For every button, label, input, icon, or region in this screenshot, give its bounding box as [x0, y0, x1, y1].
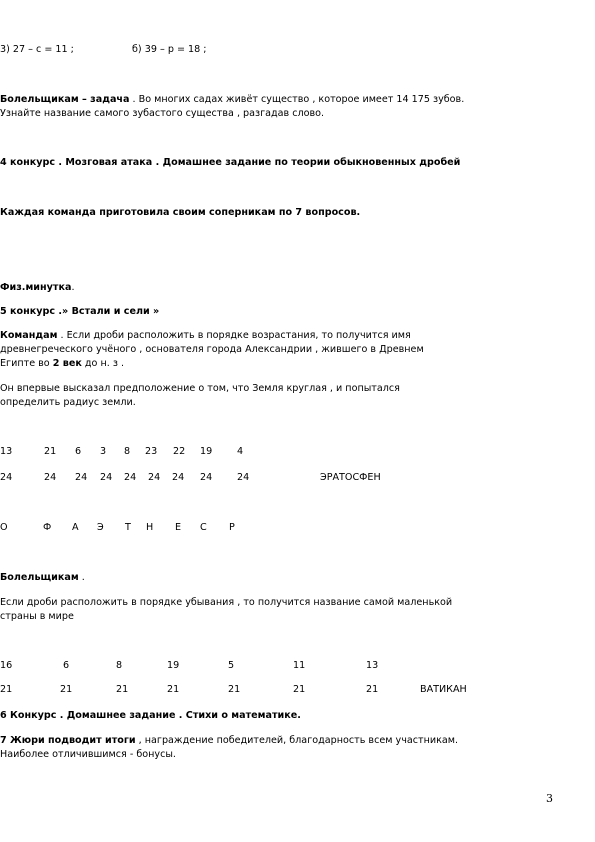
teams-task-text-3: [0, 358, 124, 370]
task-a: 3) 27 – с = 11 ;: [0, 44, 74, 55]
denominator: 21: [366, 684, 379, 695]
eratosthenes-fact: Он впервые высказал предположение о том, что Земля круглая , и попытался: [0, 383, 400, 394]
numerator: 8: [116, 660, 123, 671]
fans-task-line: [0, 94, 464, 106]
fans-heading: Болельщикам: [0, 572, 79, 583]
denominator: 24: [200, 472, 213, 483]
numerator: 19: [167, 660, 180, 671]
teams-task-line: [0, 330, 411, 342]
task-b: б) 39 – р = 18 ;: [132, 44, 207, 55]
numerator: 19: [200, 446, 213, 457]
letter: Ф: [43, 522, 52, 533]
contest-7-line: [0, 735, 458, 747]
denominator: 21: [116, 684, 129, 695]
contest-6-heading: 6 Конкурс . Домашнее задание . Стихи о математике.: [0, 710, 301, 721]
numerator: 13: [366, 660, 379, 671]
teams-task-century: 2 век: [52, 358, 82, 369]
fans-task-question: Узнайте название самого зубастого существа , разгадав слово.: [0, 108, 325, 119]
letter: Р: [229, 522, 235, 533]
teams-questions-text: Каждая команда приготовила своим соперникам по 7 вопросов.: [0, 207, 361, 218]
denominator: 24: [75, 472, 88, 483]
fans-task-2-text-2: страны в мире: [0, 611, 74, 622]
phys-minute-label: Физ.минутка: [0, 282, 72, 293]
answer-eratosthenes: ЭРАТОСФЕН: [320, 472, 381, 483]
teams-task-text: . Если дроби расположить в порядке возрастания, то получится имя: [57, 330, 411, 341]
denominator: 24: [44, 472, 57, 483]
denominator: 21: [60, 684, 73, 695]
numerator: 6: [75, 446, 82, 457]
numerator: 8: [124, 446, 131, 457]
fans-task-heading: Болельщикам – задача: [0, 94, 130, 105]
bonuses-text: Наиболее отличившимся - бонусы.: [0, 749, 176, 760]
numerator: 22: [173, 446, 186, 457]
teams-task-text-3a: Египте во: [0, 358, 53, 369]
denominator: 24: [124, 472, 137, 483]
teams-task-heading: Командам: [0, 330, 58, 341]
denominator: 21: [293, 684, 306, 695]
denominator: 21: [0, 684, 13, 695]
letter: Э: [97, 522, 104, 533]
teams-task-text-2: древнегреческого учёного , основателя города Александрии , жившего в Древнем: [0, 344, 424, 355]
fans-heading-dot: .: [78, 572, 85, 583]
fans-task-2-text: Если дроби расположить в порядке убывания , то получится название самой маленькой: [0, 597, 453, 608]
teams-task-text-3b: до н. з .: [81, 358, 125, 369]
letter: Н: [146, 522, 154, 533]
denominator: 24: [237, 472, 250, 483]
denominator: 24: [100, 472, 113, 483]
fractions-2-denominators: [0, 684, 595, 696]
page-number: 3: [546, 792, 553, 805]
fractions-2-numerators: [0, 660, 595, 672]
contest-5-heading: 5 конкурс .» Встали и сели »: [0, 306, 160, 317]
fans-heading-line: [0, 572, 85, 584]
letter: Т: [125, 522, 131, 533]
fractions-1-denominators: [0, 472, 595, 484]
answer-vatican: ВАТИКАН: [420, 684, 467, 695]
denominator: 24: [148, 472, 161, 483]
denominator: 24: [0, 472, 13, 483]
phys-minute-dot: .: [71, 282, 75, 293]
numerator: 3: [100, 446, 107, 457]
numerator: 6: [63, 660, 70, 671]
numerator: 23: [145, 446, 158, 457]
phys-minute-line: [0, 282, 75, 294]
letter: О: [0, 522, 8, 533]
letter: А: [72, 522, 79, 533]
denominator: 24: [172, 472, 185, 483]
contest-7-heading: 7 Жюри подводит итоги: [0, 735, 136, 746]
fractions-1-numerators: [0, 446, 595, 458]
numerator: 16: [0, 660, 13, 671]
numerator: 5: [228, 660, 235, 671]
numerator: 21: [44, 446, 57, 457]
contest-7-text: , награждение победителей, благодарность всем участникам.: [135, 735, 459, 746]
numerator: 4: [237, 446, 244, 457]
eratosthenes-fact-2: определить радиус земли.: [0, 397, 136, 408]
numerator: 11: [293, 660, 306, 671]
fans-task-text: . Во многих садах живёт существо , которое имеет 14 175 зубов.: [129, 94, 465, 105]
numerator: 13: [0, 446, 13, 457]
letter: С: [200, 522, 207, 533]
letter: Е: [175, 522, 182, 533]
denominator: 21: [228, 684, 241, 695]
denominator: 21: [167, 684, 180, 695]
fractions-1-letters: [0, 522, 595, 534]
contest-4-heading: 4 конкурс . Мозговая атака . Домашнее задание по теории обыкновенных дробей: [0, 157, 461, 168]
